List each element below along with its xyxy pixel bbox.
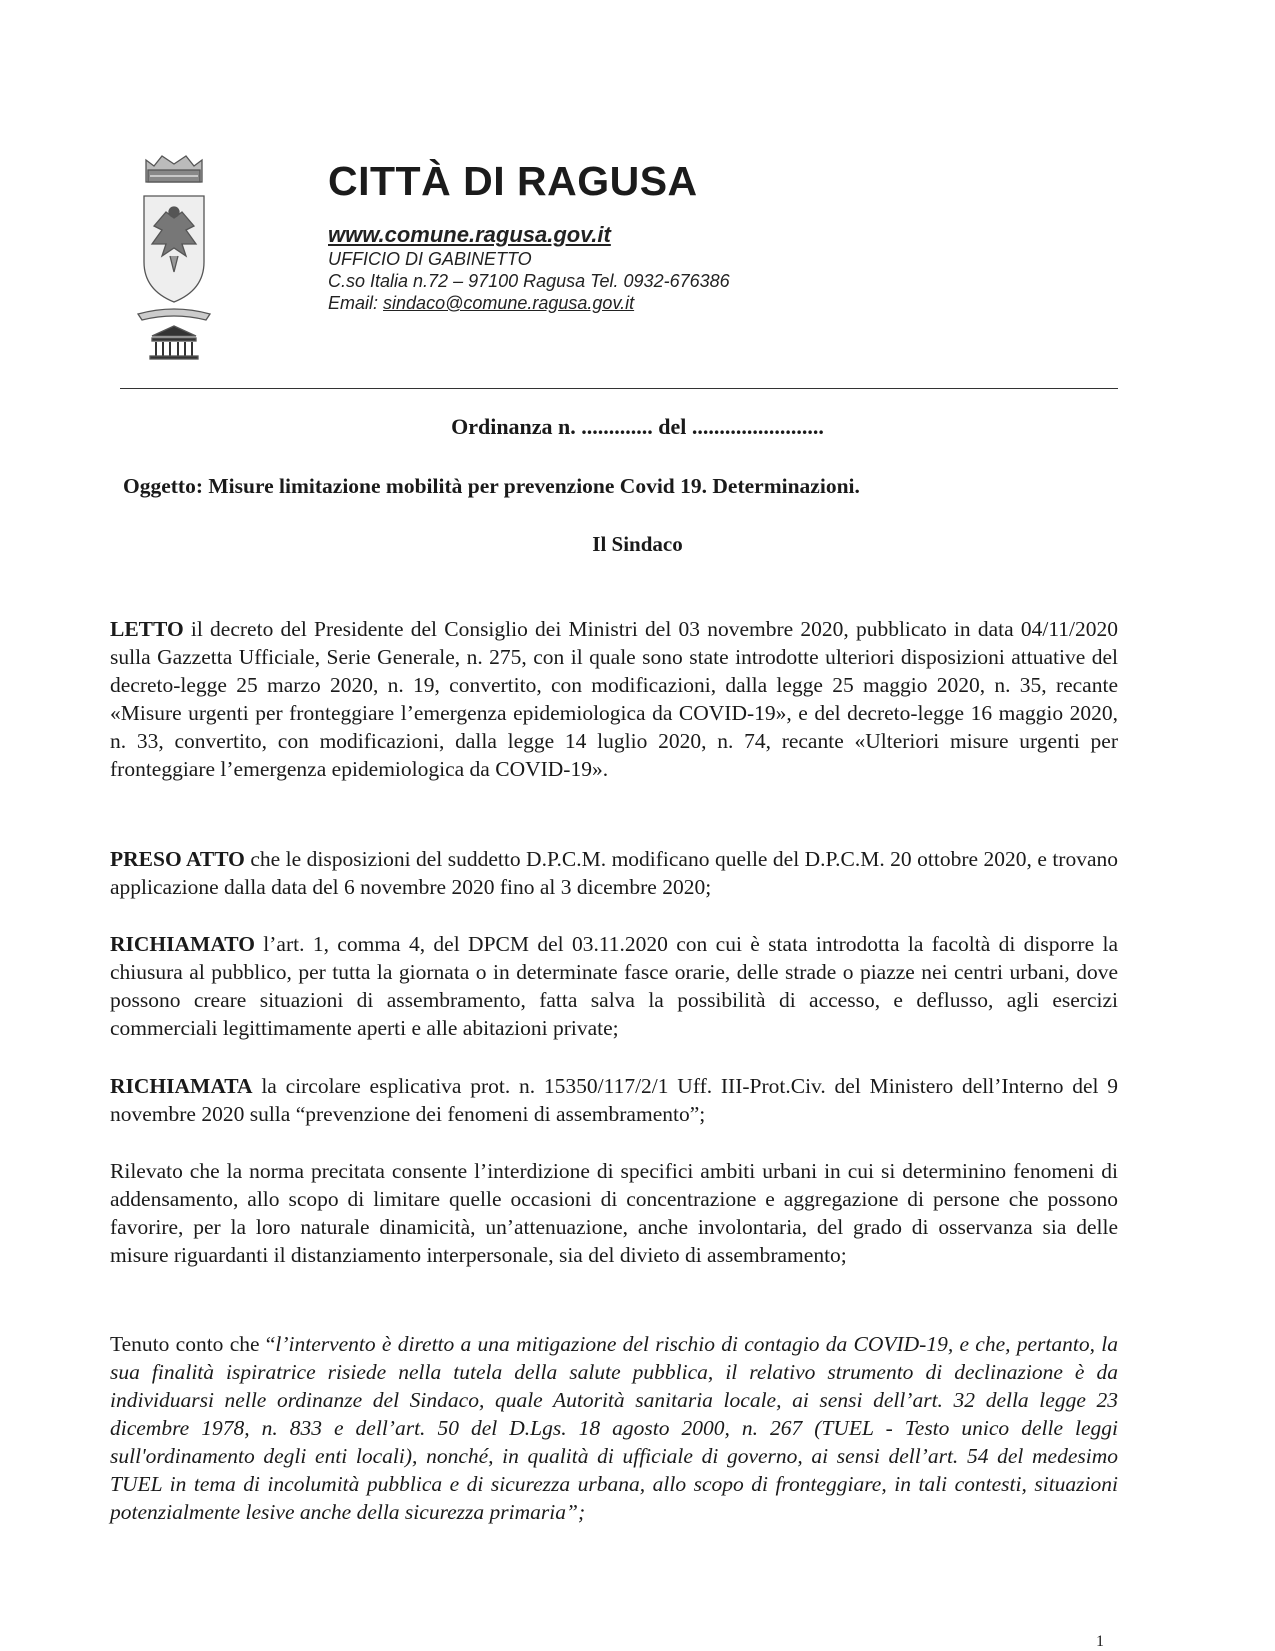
paragraph-text: l’art. 1, comma 4, del DPCM del 03.11.2020 con cui è stata introdotta la facoltà di disporre la chiusura al pubblico, per tutta la giornata o in determinate fasce orarie, delle strade o piazze nei centri urbani, dove possono creare situazioni di assembramento, fatta salva la possibilità di accesso, e deflusso, agli esercizi commerciali legittimamente aperti e alle abitazioni private; bbox=[110, 932, 1118, 1040]
subject-line: Oggetto: Misure limitazione mobilità per prevenzione Covid 19. Determinazioni. bbox=[123, 474, 860, 498]
paragraph-quote: l’intervento è diretto a una mitigazione del rischio di contagio da COVID-19, e che, pertanto, la sua finalità ispiratrice risiede nella tutela della salute pubblica, il relativo strumento di declinazione è da individuarsi nelle ordinanze del Sindaco, quale Autorità sanitaria locale, ai sensi dell’art. 32 della legge 23 dicembre 1978, n. 833 e dell’art. 50 del D.Lgs. 18 agosto 2000, n. 267 (TUEL - Testo unico delle leggi sull'ordinamento degli enti locali), nonché, in qualità di ufficiale di governo, ai sensi dell’art. 54 del medesimo TUEL in tema di incolumità pubblica e di sicurezza urbana, allo scopo di fronteggiare, in tali contesti, situazioni potenzialmente lesive anche della sicurezza primaria”; bbox=[110, 1332, 1118, 1524]
issuer-heading: Il Sindaco bbox=[592, 532, 683, 556]
paragraph-keyword: PRESO ATTO bbox=[110, 847, 245, 871]
paragraph-keyword: LETTO bbox=[110, 617, 184, 641]
city-crest-logo bbox=[136, 152, 212, 362]
paragraph-tenuto-conto bbox=[110, 1330, 1118, 1526]
paragraph-lead: Tenuto conto che “ bbox=[110, 1332, 276, 1356]
email-link[interactable]: sindaco@comune.ragusa.gov.it bbox=[383, 293, 635, 313]
email-label: Email: bbox=[328, 293, 379, 313]
paragraph-rilevato bbox=[110, 1157, 1118, 1269]
paragraph-richiamato bbox=[110, 930, 1118, 1042]
paragraph-preso-atto bbox=[110, 845, 1118, 901]
paragraph-keyword: RICHIAMATA bbox=[110, 1074, 253, 1098]
paragraph-text: il decreto del Presidente del Consiglio dei Ministri del 03 novembre 2020, pubblicato in data 04/11/2020 sulla Gazzetta Ufficiale, Serie Generale, n. 275, con il quale sono state introdotte ulteriori disposizioni attuative del decreto-legge 25 marzo 2020, n. 19, convertito, con modificazioni, dalla legge 25 maggio 2020, n. 35, recante «Misure urgenti per fronteggiare l’emergenza epidemiologica da COVID-19», e del decreto-legge 16 maggio 2020, n. 33, convertito, con modificazioni, dalla legge 14 luglio 2020, n. 74, recante «Ulteriori misure urgenti per fronteggiare l’emergenza epidemiologica da COVID-19». bbox=[110, 617, 1118, 781]
email-line bbox=[328, 292, 730, 314]
paragraph-text: che le disposizioni del suddetto D.P.C.M. modificano quelle del D.P.C.M. 20 ottobre 2020, e trovano applicazione dalla data del 6 novembre 2020 fino al 3 dicembre 2020; bbox=[110, 847, 1118, 899]
paragraph-keyword: RICHIAMATO bbox=[110, 932, 255, 956]
office-address: C.so Italia n.72 – 97100 Ragusa Tel. 0932-676386 bbox=[328, 271, 730, 291]
website-link[interactable]: www.comune.ragusa.gov.it bbox=[328, 222, 611, 247]
page-number: 1 bbox=[1096, 1633, 1104, 1650]
paragraph-text: Rilevato che la norma precitata consente l’interdizione di specifici ambiti urbani in cui si determinino fenomeni di addensamento, allo scopo di limitare quelle occasioni di concentrazione e aggregazione di persone che possono favorire, per la loro naturale dinamicità, un’attenuazione, anche involontaria, del grado di osservanza sia delle misure riguardanti il distanziamento interpersonale, sia del divieto di assembramento; bbox=[110, 1159, 1118, 1267]
city-name: CITTÀ DI RAGUSA bbox=[328, 158, 698, 204]
contact-block bbox=[328, 222, 730, 314]
ordinance-number-line: Ordinanza n. ............. del ........................ bbox=[451, 414, 824, 439]
office-name: UFFICIO DI GABINETTO bbox=[328, 249, 532, 269]
paragraph-letto bbox=[110, 615, 1118, 783]
header-divider bbox=[120, 388, 1118, 389]
paragraph-richiamata bbox=[110, 1072, 1118, 1128]
paragraph-text: la circolare esplicativa prot. n. 15350/117/2/1 Uff. III-Prot.Civ. del Ministero dell’Interno del 9 novembre 2020 sulla “prevenzione dei fenomeni di assembramento”; bbox=[110, 1074, 1118, 1126]
